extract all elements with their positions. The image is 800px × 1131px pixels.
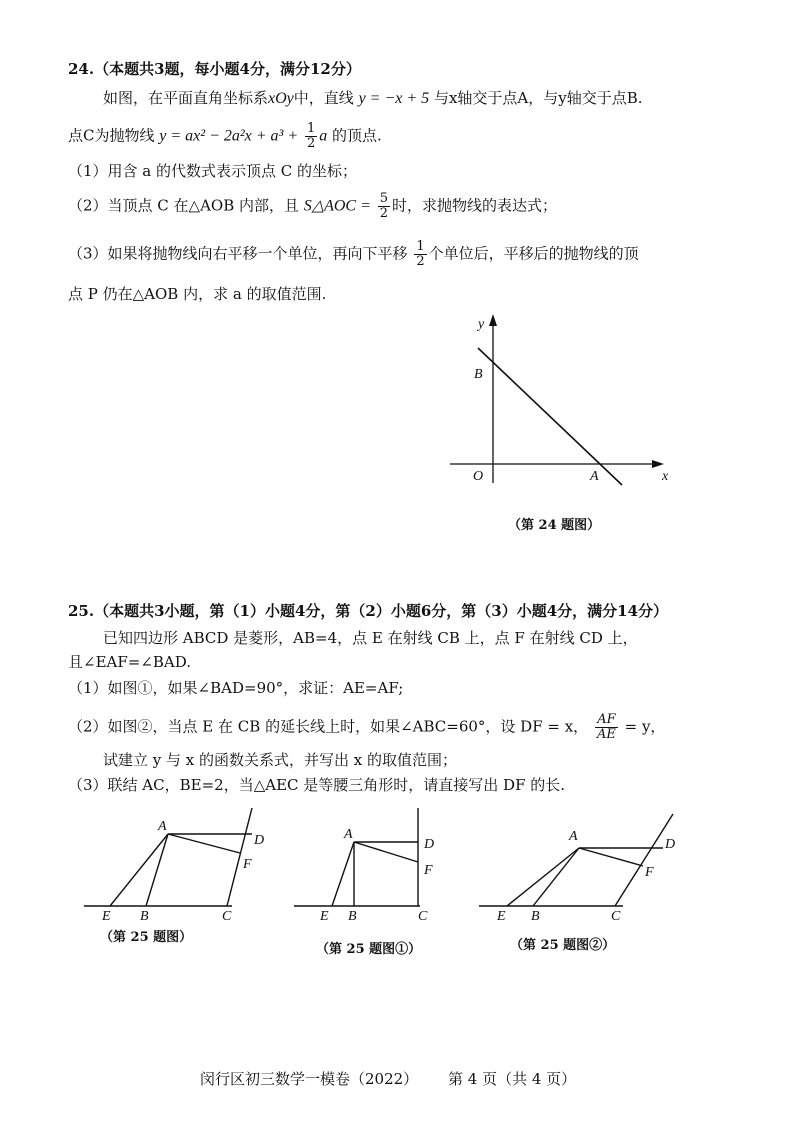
svg-text:B: B — [531, 909, 540, 923]
q24-intro-5: 的顶点. — [332, 126, 382, 145]
q24-intro-4: 点C为抛物线 — [68, 126, 155, 145]
q24-part3-a: （3）如果将抛物线向右平移一个单位，再向下平移 — [68, 244, 408, 263]
q24-part3 — [68, 240, 639, 269]
q25-caption-2: （第 25 题图②） — [510, 938, 616, 953]
q24-label-y: y — [478, 317, 485, 332]
q25-intro-1: 已知四边形 ABCD 是菱形，AB=4，点 E 在射线 CB 上，点 F 在射线 CD 上， — [103, 629, 638, 647]
q24-part3-b: 个单位后，平移后的抛物线的顶 — [428, 244, 639, 263]
q25-caption-main: （第 25 题图） — [100, 930, 193, 945]
q24-header: 24.（本题共3题，每小题4分，满分12分） — [68, 60, 361, 78]
q24-figure — [440, 308, 680, 508]
q24-parabola-equation: y = ax² − 2a²x + a³ + — [159, 127, 299, 145]
q25-figure-2 — [475, 808, 695, 923]
q24-label-o: O — [473, 469, 484, 484]
svg-text:A: A — [158, 819, 167, 834]
q25-intro-2: 且∠EAF=∠BAD. — [68, 653, 192, 671]
footer-exam: 闵行区初三数学一模卷（2022） — [200, 1070, 419, 1088]
q25-caption-1: （第 25 题图①） — [316, 942, 422, 957]
svg-text:F: F — [645, 865, 654, 880]
q25-part1: （1）如图①，如果∠BAD=90°，求证：AE=AF; — [68, 679, 404, 697]
q24-intro-2: 中，直线 — [293, 89, 354, 107]
svg-text:F: F — [243, 857, 252, 872]
q24-intro-line1 — [103, 87, 643, 108]
q24-part3-c: 点 P 仍在△AOB 内，求 a 的取值范围. — [68, 285, 327, 303]
q25-part2-b: = y， — [624, 717, 666, 736]
q24-label-a: A — [590, 469, 599, 484]
q24-part2 — [68, 192, 557, 221]
q25-figure-main — [80, 808, 280, 923]
svg-text:C: C — [611, 909, 621, 923]
q24-area-fraction: $\frac{5}{2}$ — [379, 191, 388, 221]
svg-text:A: A — [569, 829, 578, 844]
svg-text:E: E — [497, 909, 506, 923]
q24-x-arrow — [652, 460, 664, 468]
q24-intro-line2 — [68, 122, 382, 151]
q24-parabola-tail: a — [319, 127, 328, 145]
svg-text:D: D — [665, 837, 676, 852]
q25-part2-c: 试建立 y 与 x 的函数关系式，并写出 x 的取值范围； — [103, 751, 458, 769]
q25-figure-1 — [290, 808, 460, 923]
q24-half-fraction: $\frac{1}{2}$ — [306, 121, 316, 151]
svg-text:C: C — [222, 909, 232, 923]
q25-part2-a: （2）如图②，当点 E 在 CB 的延长线上时，如果∠ABC=60°，设 DF = x， — [68, 717, 589, 736]
q24-part2-b: 时，求抛物线的表达式； — [391, 196, 557, 215]
q24-caption: （第 24 题图） — [508, 518, 601, 533]
svg-text:A: A — [344, 827, 353, 842]
svg-text:B: B — [348, 909, 357, 923]
q24-shift-fraction: $\frac{1}{2}$ — [416, 239, 425, 269]
q24-intro-3: 与x轴交于点A，与y轴交于点B. — [433, 89, 643, 107]
svg-text:C: C — [418, 909, 428, 923]
q25-ratio-fraction: $\frac{AF}{AE}$ — [596, 712, 616, 742]
q24-y-arrow — [489, 314, 497, 326]
q25-part2 — [68, 713, 665, 742]
svg-text:D: D — [424, 837, 435, 852]
svg-text:E: E — [320, 909, 329, 923]
svg-text:F: F — [424, 863, 433, 878]
q24-intro-1: 如图，在平面直角坐标系 — [103, 89, 269, 107]
q24-label-b: B — [474, 367, 483, 382]
q25-header: 25.（本题共3小题，第（1）小题4分，第（2）小题6分，第（3）小题4分，满分14分） — [68, 602, 669, 620]
q24-area-symbol: S△AOC = — [303, 197, 371, 215]
q24-part1: （1）用含 a 的代数式表示顶点 C 的坐标； — [68, 162, 358, 180]
svg-text:B: B — [140, 909, 149, 923]
q24-part2-a: （2）当顶点 C 在△AOB 内部，且 — [68, 196, 300, 215]
svg-text:D: D — [254, 833, 265, 848]
footer-page: 第 4 页（共 4 页） — [448, 1070, 577, 1088]
svg-text:E: E — [102, 909, 111, 923]
q25-part3: （3）联结 AC，BE=2，当△AEC 是等腰三角形时，请直接写出 DF 的长. — [68, 776, 566, 794]
q24-line-equation: y = −x + 5 — [358, 90, 430, 107]
q24-label-x: x — [662, 469, 669, 484]
q24-intro-xoy: xOy — [268, 90, 294, 107]
